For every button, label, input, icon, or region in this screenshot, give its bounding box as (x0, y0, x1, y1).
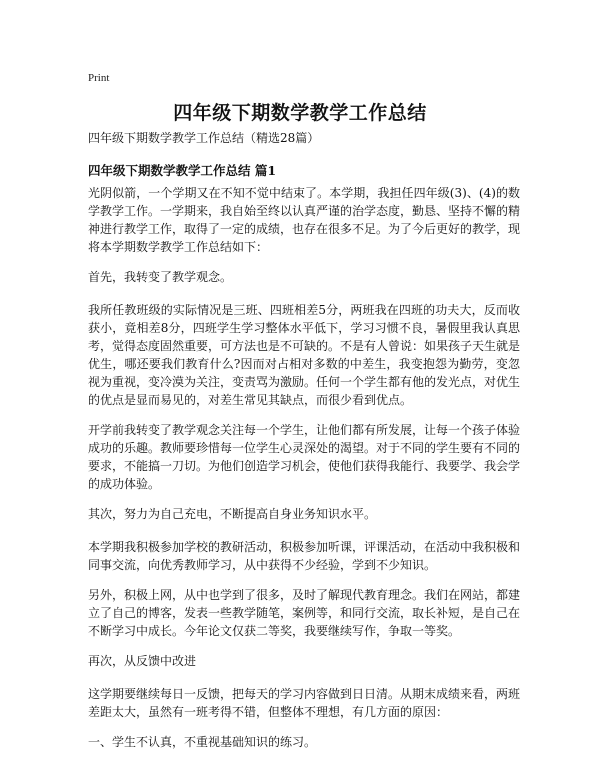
paragraph-class-situation: 我所任教班级的实际情况是三班、四班相差5分，两班我在四班的功夫大，反而收获小，竟相差8分，四班学生学习整体水平低下，学习习惯不良，暑假里我认真思考，觉得态度固然重要，可方法也是不可缺的。不是有人曾说：如果孩子天生就是优生，哪还要我们教育什么?因而对占相对多数的中差生，我变抱怨为勤劳，变忽视为重视，变冷漠为关注，变责骂为激励。任何一个学生都有他的发光点，对优生的优点是显而易见的，对差生常见其缺点，而很少看到优点。 (88, 303, 521, 407)
paragraph-point-first: 首先，我转变了教学观念。 (88, 270, 233, 284)
paragraph-point-third: 再次，从反馈中改进 (88, 654, 197, 668)
document-body (88, 184, 520, 766)
print-link[interactable]: Print (88, 72, 110, 84)
document-subtitle: 四年级下期数学教学工作总结（精选28篇） (88, 131, 320, 145)
paragraph-reason-one: 一、学生不认真，不重视基础知识的练习。 (88, 735, 317, 749)
paragraph-intro: 光阴似箭，一个学期又在不知不觉中结束了。本学期，我担任四年级(3)、(4)的数学教学工作。一学期来，我自始至终以认真严谨的治学态度，勤恳、坚持不懈的精神进行教学工作，取得了一定的成绩，也存在很多不足。为了今后更好的教学，现将本学期数学教学工作总结如下： (88, 186, 521, 254)
paragraph-online-learning: 另外，积极上网，从中也学到了很多，及时了解现代教育理念。我们在网站，都建立了自己的博客，发表一些教学随笔，案例等，和同行交流，取长补短，是自己在不断学习中成长。今年论文仅获二等奖，我要继续写作，争取一等奖。 (88, 588, 521, 638)
paragraph-point-second: 其次，努力为自己充电，不断提高自身业务知识水平。 (88, 507, 377, 521)
paragraph-concept-change: 开学前我转变了教学观念关注每一个学生，让他们都有所发展，让每一个孩子体验成功的乐趣。教师要珍惜每一位学生心灵深处的渴望。对于不同的学生要有不同的要求，不能搞一刀切。为他们创造学习机会，使他们获得我能行、我要学、我会学的成功体验。 (88, 423, 521, 491)
document-title: 四年级下期数学教学工作总结 (173, 102, 427, 124)
paragraph-teaching-research: 本学期我积极参加学校的教研活动，积极参加听课，评课活动，在活动中我积极和同事交流，向优秀教师学习，从中获得不少经验，学到不少知识。 (88, 540, 521, 572)
paragraph-feedback: 这学期要继续每日一反馈，把每天的学习内容做到日日清。从期末成绩来看，两班差距太大，虽然有一班考得不错，但整体不理想，有几方面的原因： (88, 687, 521, 719)
section-heading: 四年级下期数学教学工作总结 篇1 (88, 163, 277, 178)
